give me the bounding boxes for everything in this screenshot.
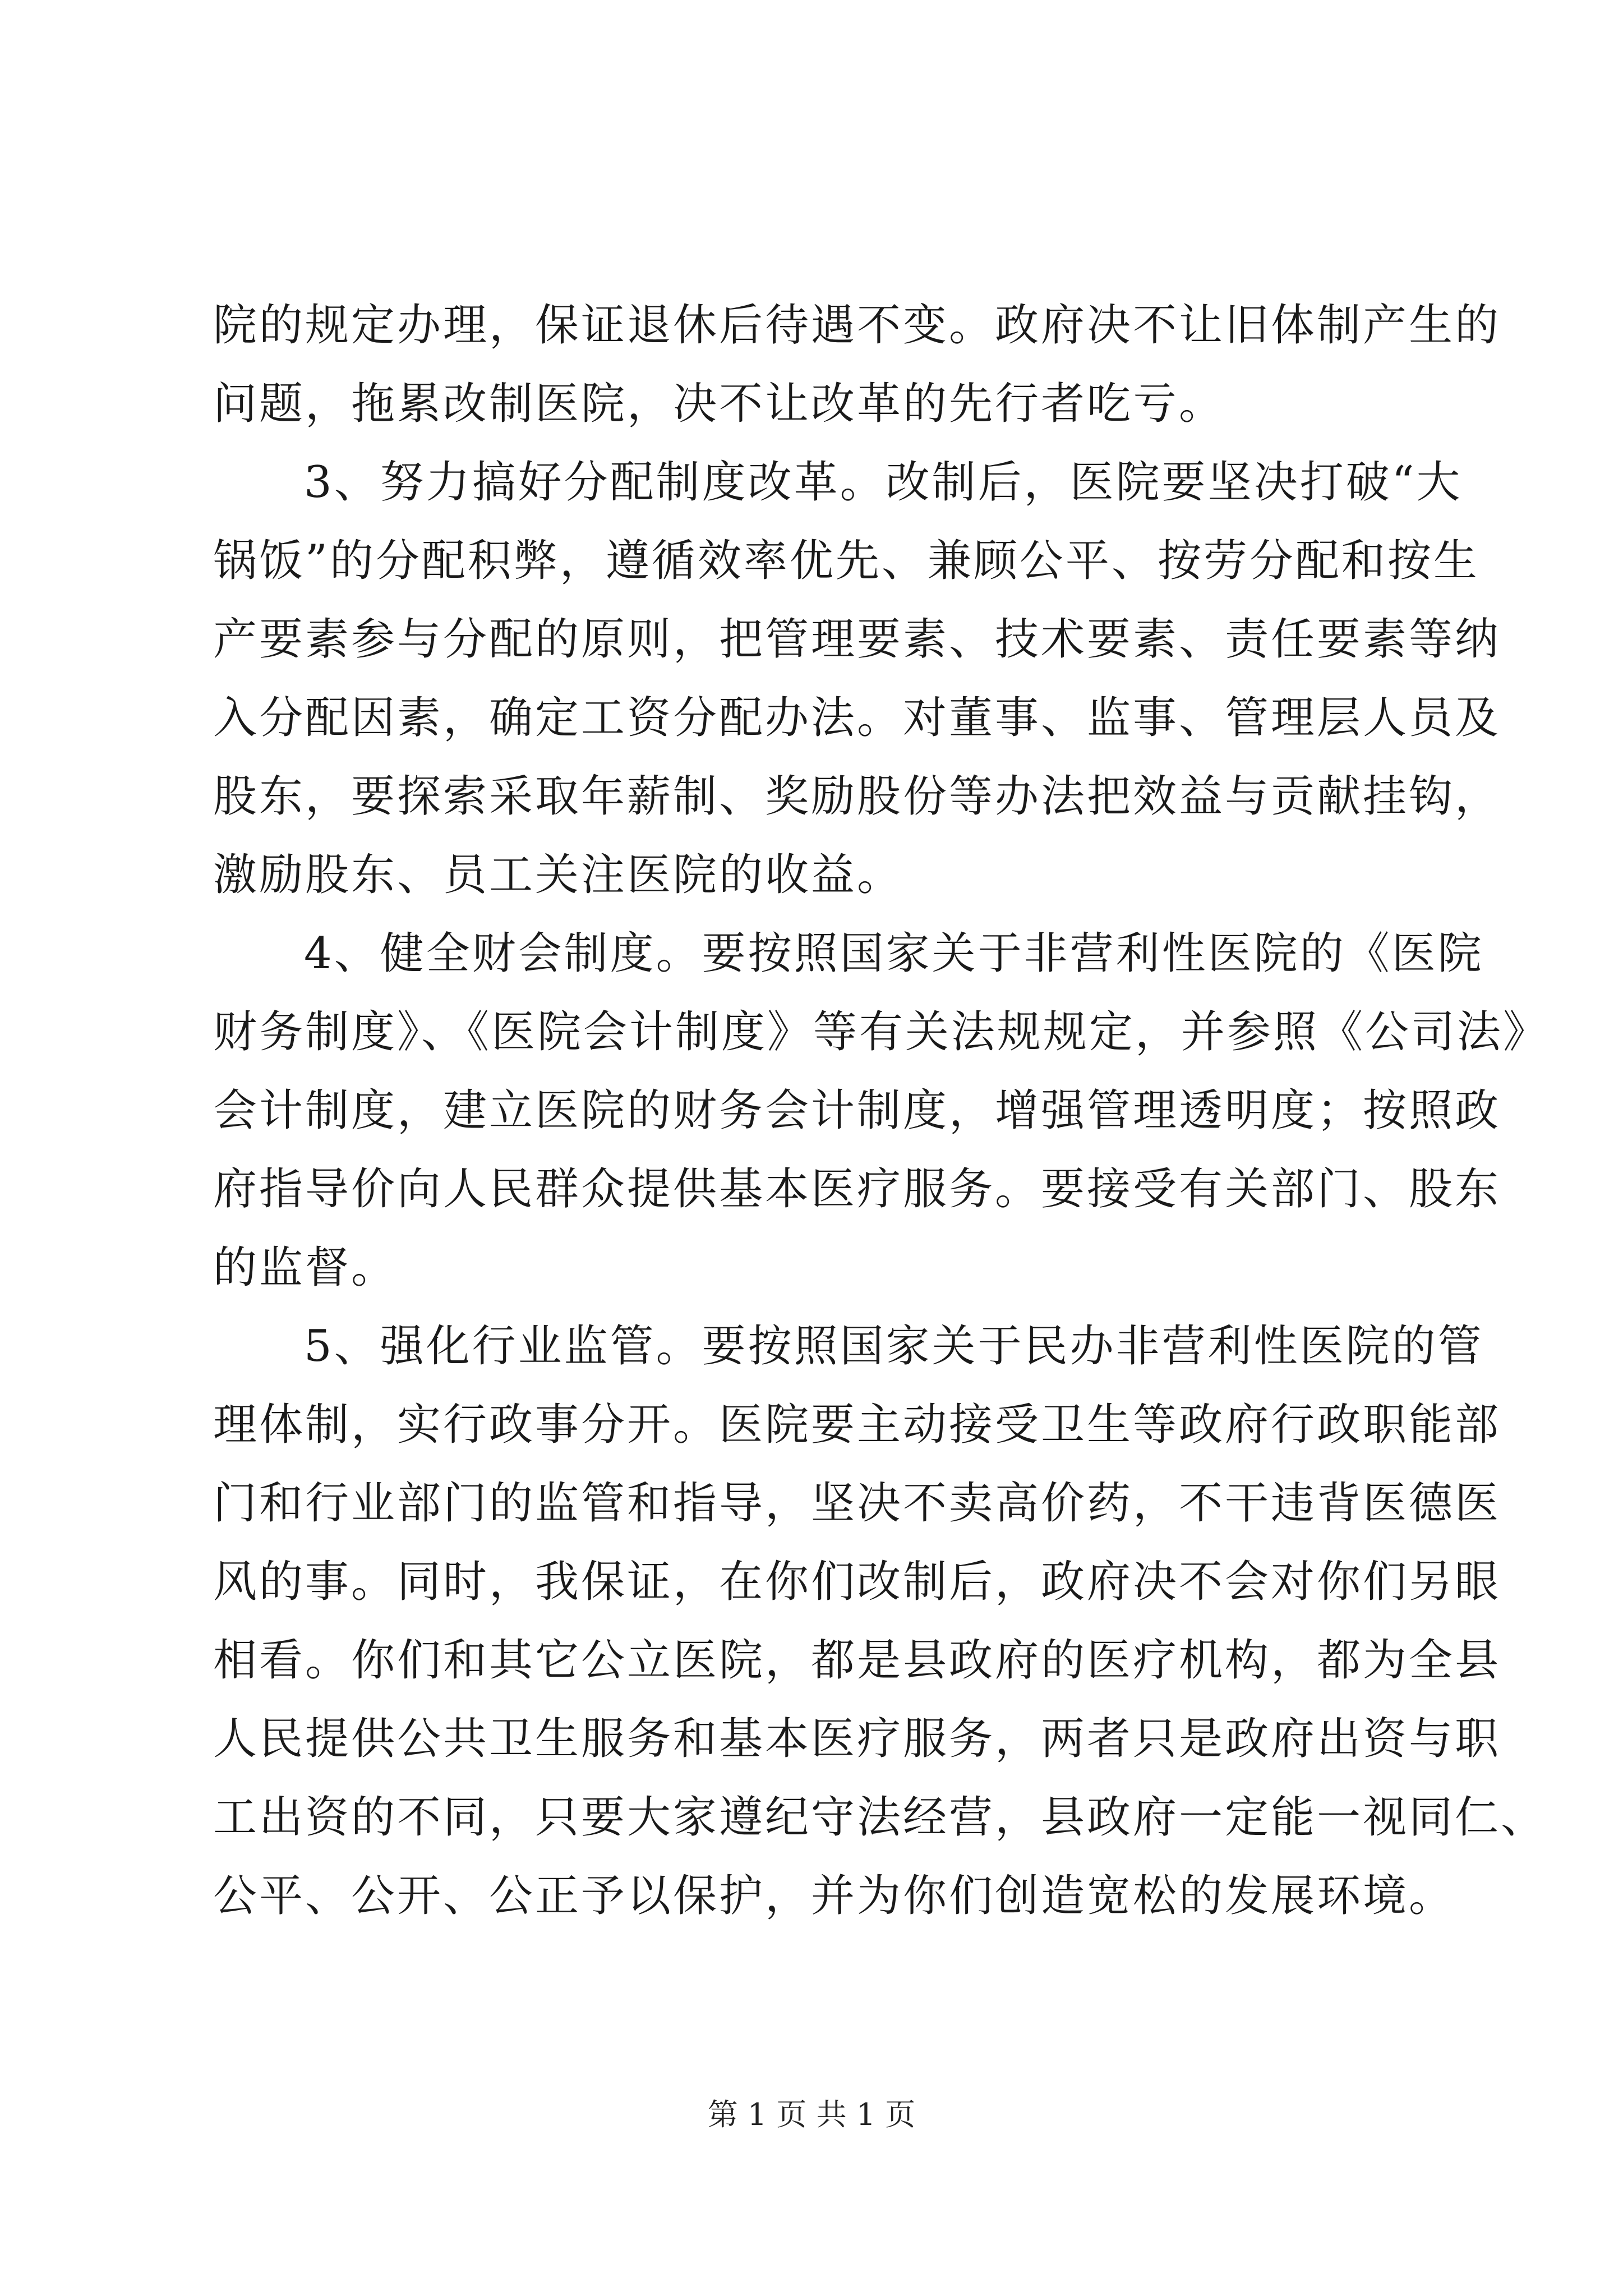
text-line: 院的规定办理，保证退休后待遇不变。政府决不让旧体制产生的 — [213, 300, 1501, 351]
text-line: 公平、公开、公正予以保护，并为你们创造宽松的发展环境。 — [213, 1871, 1455, 1921]
text-line: 工出资的不同，只要大家遵纪守法经营，县政府一定能一视同仁、 — [213, 1792, 1547, 1843]
text-line: 股东，要探索采取年薪制、奖励股份等办法把效益与贡献挂钩， — [213, 771, 1501, 822]
text-line: 财务制度》、《医院会计制度》等有关法规规定，并参照《公司法》 — [213, 1007, 1550, 1057]
text-line: 会计制度，建立医院的财务会计制度，增强管理透明度；按照政 — [213, 1085, 1501, 1136]
text-line: 的监督。 — [213, 1243, 398, 1293]
text-line: 理体制，实行政事分开。医院要主动接受卫生等政府行政职能部 — [213, 1400, 1501, 1450]
text-line: 激励股东、员工关注医院的收益。 — [213, 850, 903, 900]
page-number-footer: 第 1 页 共 1 页 — [707, 2097, 916, 2132]
text-line: 府指导价向人民群众提供基本医疗服务。要接受有关部门、股东 — [213, 1164, 1501, 1214]
text-line: 风的事。同时，我保证，在你们改制后，政府决不会对你们另眼 — [213, 1557, 1501, 1607]
text-line: 锅饭”的分配积弊，遵循效率优先、兼顾公平、按劳分配和按生 — [213, 536, 1479, 586]
text-line: 问题，拖累改制医院，决不让改革的先行者吃亏。 — [213, 379, 1225, 429]
text-line: 3、努力搞好分配制度改革。改制后，医院要坚决打破“大 — [304, 457, 1463, 508]
text-line: 5、强化行业监管。要按照国家关于民办非营利性医院的管 — [304, 1321, 1484, 1372]
text-line: 门和行业部门的监管和指导，坚决不卖高价药，不干违背医德医 — [213, 1478, 1501, 1529]
text-line: 人民提供公共卫生服务和基本医疗服务，两者只是政府出资与职 — [213, 1714, 1501, 1764]
text-line: 4、健全财会制度。要按照国家关于非营利性医院的《医院 — [304, 928, 1484, 979]
text-line: 产要素参与分配的原则，把管理要素、技术要素、责任要素等纳 — [213, 614, 1501, 665]
text-line: 入分配因素，确定工资分配办法。对董事、监事、管理层人员及 — [213, 693, 1501, 743]
text-line: 相看。你们和其它公立医院，都是县政府的医疗机构，都为全县 — [213, 1635, 1501, 1686]
